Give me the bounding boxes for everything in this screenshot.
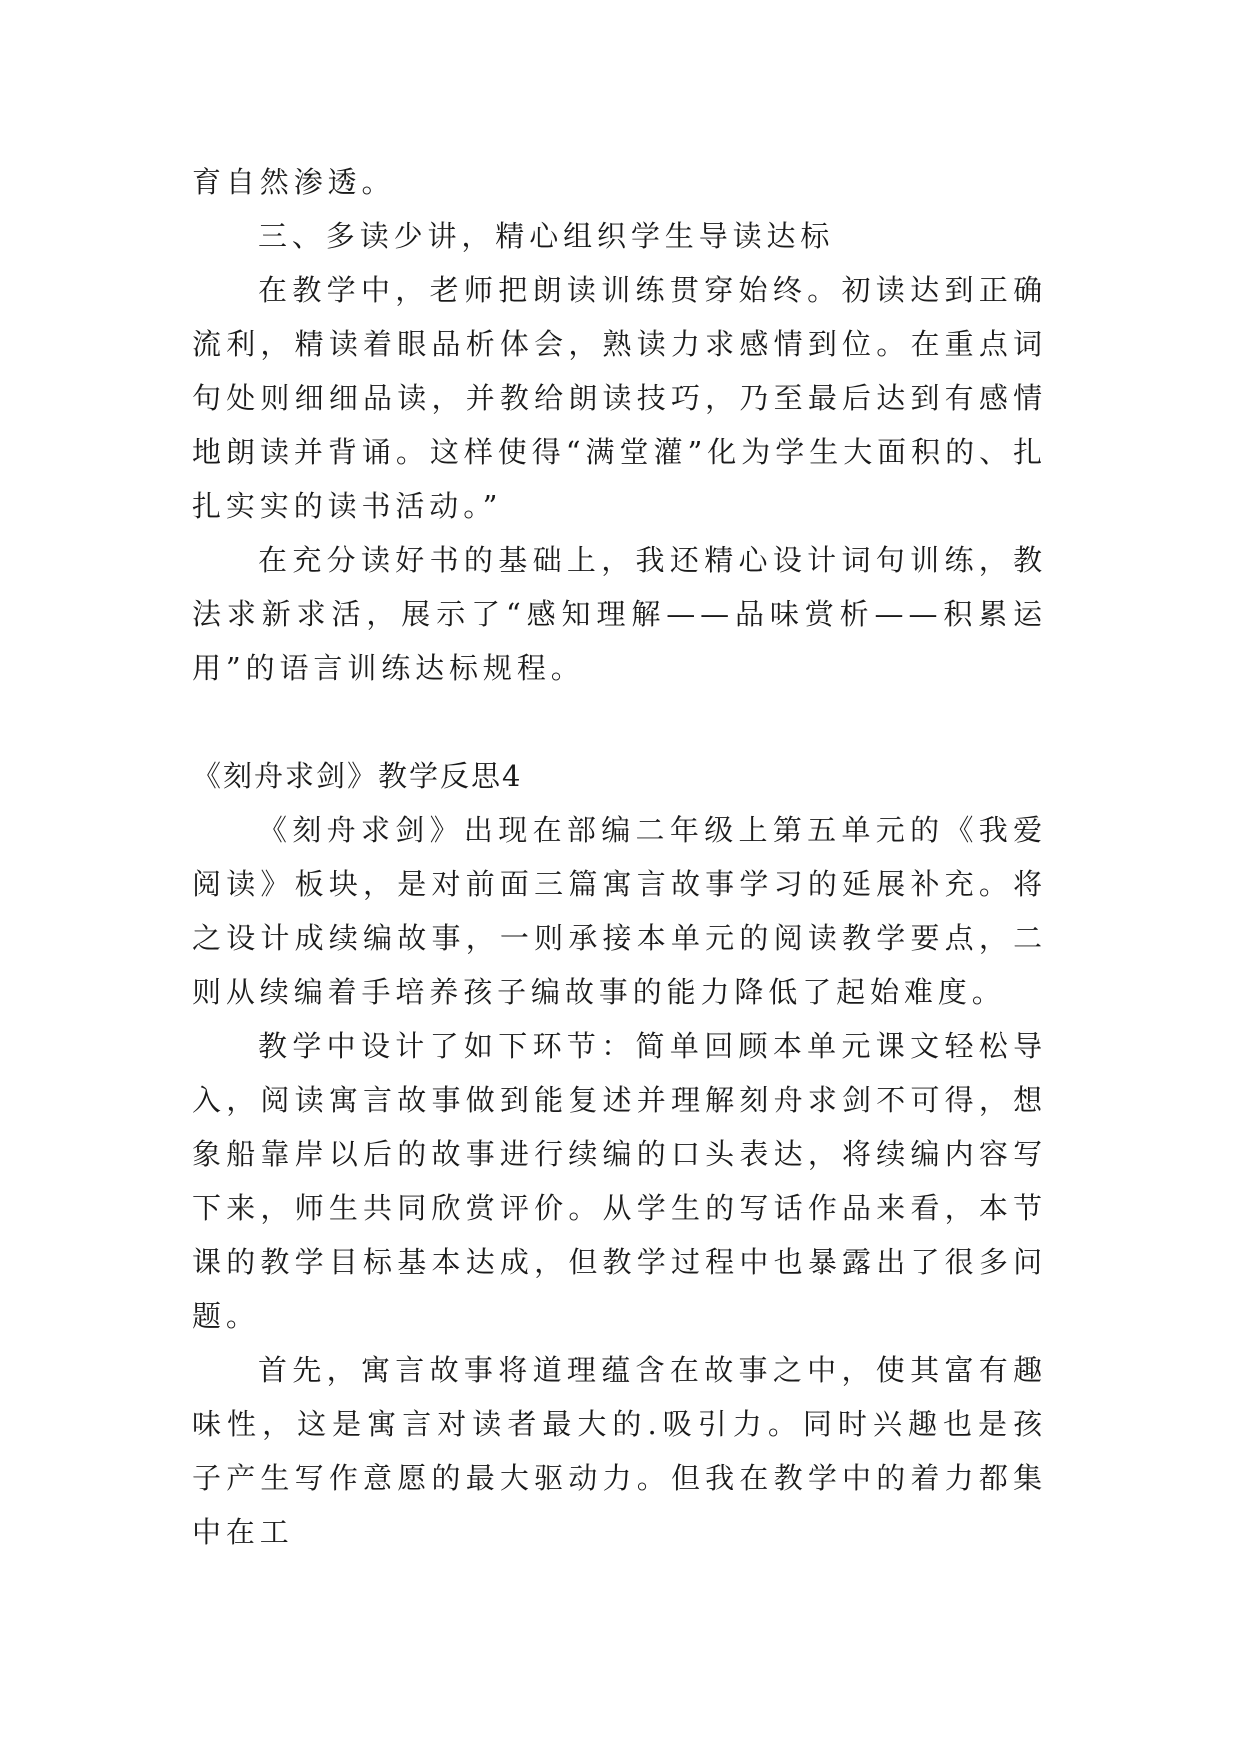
section-title: 《刻舟求剑》教学反思4	[192, 759, 523, 793]
document-page	[192, 155, 1047, 1559]
paragraph-teaching-steps: 教学中设计了如下环节：简单回顾本单元课文轻松导入，阅读寓言故事做到能复述并理解刻舟求剑不可得，想象船靠岸以后的故事进行续编的口头表达，将续编内容写下来，师生共同欣赏评价。从学生的写话作品来看，本节课的教学目标基本达成，但教学过程中也暴露出了很多问题。	[192, 1029, 1047, 1333]
paragraph-word-training: 在充分读好书的基础上，我还精心设计词句训练，教法求新求活，展示了“感知理解——品味赏析——积累运用”的语言训练达标规程。	[192, 543, 1047, 685]
section-heading-three: 三、多读少讲，精心组织学生导读达标	[258, 219, 835, 253]
paragraph-first-point: 首先，寓言故事将道理蕴含在故事之中，使其富有趣味性，这是寓言对读者最大的.吸引力。同时兴趣也是孩子产生写作意愿的最大驱动力。但我在教学中的着力都集中在工	[192, 1353, 1047, 1549]
paragraph-intro: 《刻舟求剑》出现在部编二年级上第五单元的《我爱阅读》板块，是对前面三篇寓言故事学习的延展补充。将之设计成续编故事，一则承接本单元的阅读教学要点，二则从续编着手培养孩子编故事的能力降低了起始难度。	[192, 813, 1047, 1009]
section-gap	[192, 695, 1047, 749]
paragraph-reading-training: 在教学中，老师把朗读训练贯穿始终。初读达到正确流利，精读着眼品析体会，熟读力求感情到位。在重点词句处则细细品读，并教给朗读技巧，乃至最后达到有感情地朗读并背诵。这样使得“满堂灌”化为学生大面积的、扎扎实实的读书活动。”	[192, 273, 1047, 523]
paragraph-continuation: 育自然渗透。	[192, 165, 396, 199]
